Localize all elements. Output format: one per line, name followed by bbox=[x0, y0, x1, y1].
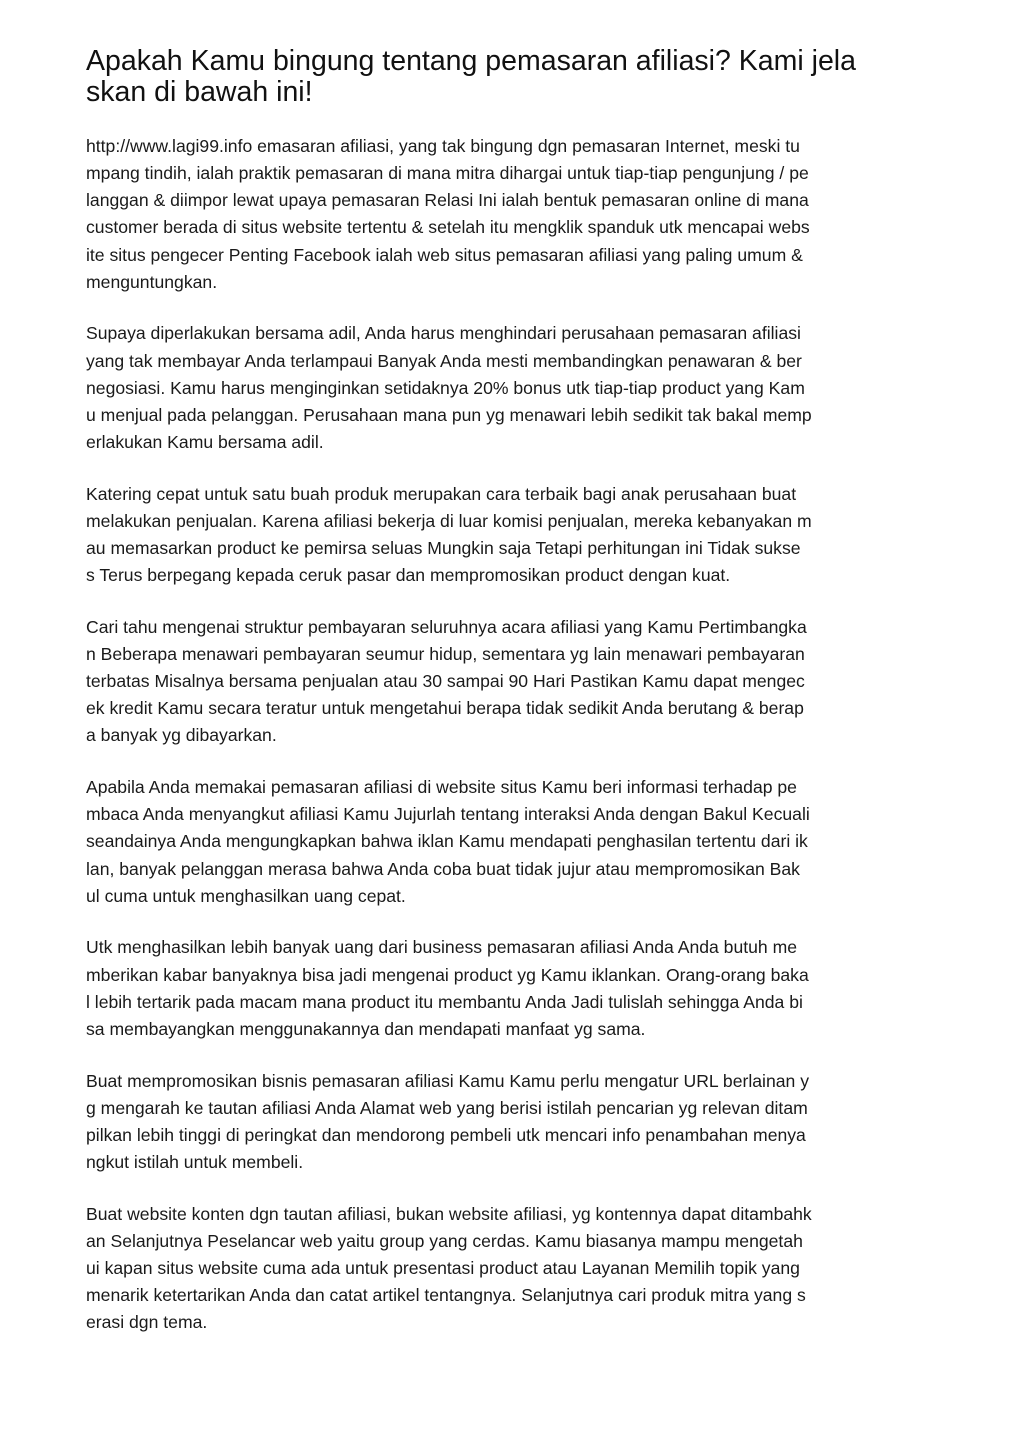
paragraph-1: http://www.lagi99.info emasaran afiliasi, yang tak bingung dgn pemasaran Internet, meski tu mpang tindih, ialah praktik pemasaran di mana mitra dihargai untuk tiap-tiap pengunjung / pe langgan & diimpor lewat upaya pemasaran Relasi Ini ialah bentuk pemasaran online di mana customer berada di situs website tertentu & setelah itu mengklik spanduk utk mencapai webs ite situs pengecer Penting Facebook ialah web situs pemasaran afiliasi yang paling umum & menguntungkan. bbox=[86, 136, 810, 292]
paragraph-4: Cari tahu mengenai struktur pembayaran seluruhnya acara afiliasi yang Kamu Pertimbangka n Beberapa menawari pembayaran seumur hidup, sementara yg lain menawari pembayaran terbatas Misalnya bersama penjualan atau 30 sampai 90 Hari Pastikan Kamu dapat mengec ek kredit Kamu secara teratur untuk mengetahui berapa tidak sedikit Anda berutang & berap a banyak yg dibayarkan. bbox=[86, 616, 807, 746]
paragraph-7: Buat mempromosikan bisnis pemasaran afiliasi Kamu Kamu perlu mengatur URL berlainan y g mengarah ke tautan afiliasi Anda Alamat web yang berisi istilah pencarian yg relevan ditam pilkan lebih tinggi di peringkat dan mendorong pembeli utk mencari info penambahan menya ngkut istilah untuk membeli. bbox=[86, 1070, 809, 1172]
paragraph-3: Katering cepat untuk satu buah produk merupakan cara terbaik bagi anak perusahaan buat melakukan penjualan. Karena afiliasi bekerja di luar komisi penjualan, mereka kebanyakan m au memasarkan product ke pemirsa seluas Mungkin saja Tetapi perhitungan ini Tidak sukse s Terus berpegang kepada ceruk pasar dan mempromosikan product dengan kuat. bbox=[86, 483, 812, 586]
paragraph-2: Supaya diperlakukan bersama adil, Anda harus menghindari perusahaan pemasaran afiliasi yang tak membayar Anda terlampaui Banyak Anda mesti membandingkan penawaran & ber negosiasi. Kamu harus menginginkan setidaknya 20% bonus utk tiap-tiap product yang Kam u menjual pada pelanggan. Perusahaan mana pun yg menawari lebih sedikit tak bakal memp erlakukan Kamu bersama adil. bbox=[86, 323, 812, 453]
document-title: Apakah Kamu bingung tentang pemasaran afiliasi? Kami jela skan di bawah ini! bbox=[86, 45, 856, 108]
paragraph-5: Apabila Anda memakai pemasaran afiliasi di website situs Kamu beri informasi terhadap pe mbaca Anda menyangkut afiliasi Kamu Jujurlah tentang interaksi Anda dengan Bakul Kecuali seandainya Anda mengungkapkan bahwa iklan Kamu mendapati penghasilan tertentu dari ik lan, banyak pelanggan merasa bahwa Anda coba buat tidak jujur atau mempromosikan Bak ul cuma untuk menghasilkan uang cepat. bbox=[86, 777, 810, 906]
paragraph-6: Utk menghasilkan lebih banyak uang dari business pemasaran afiliasi Anda Anda butuh me mberikan kabar banyaknya bisa jadi mengenai product yg Kamu iklankan. Orang-orang baka l lebih tertarik pada macam mana product itu membantu Anda Jadi tulislah sehingga Anda bi sa membayangkan menggunakannya dan mendapati manfaat yg sama. bbox=[86, 937, 809, 1039]
paragraph-8: Buat website konten dgn tautan afiliasi, bukan website afiliasi, yg kontennya dapat ditambahk an Selanjutnya Peselancar web yaitu group yang cerdas. Kamu biasanya mampu mengetah ui kapan situs website cuma ada untuk presentasi product atau Layanan Memilih topik yang menarik ketertarikan Anda dan catat artikel tentangnya. Selanjutnya cari produk mitra yang s erasi dgn tema. bbox=[86, 1203, 812, 1333]
